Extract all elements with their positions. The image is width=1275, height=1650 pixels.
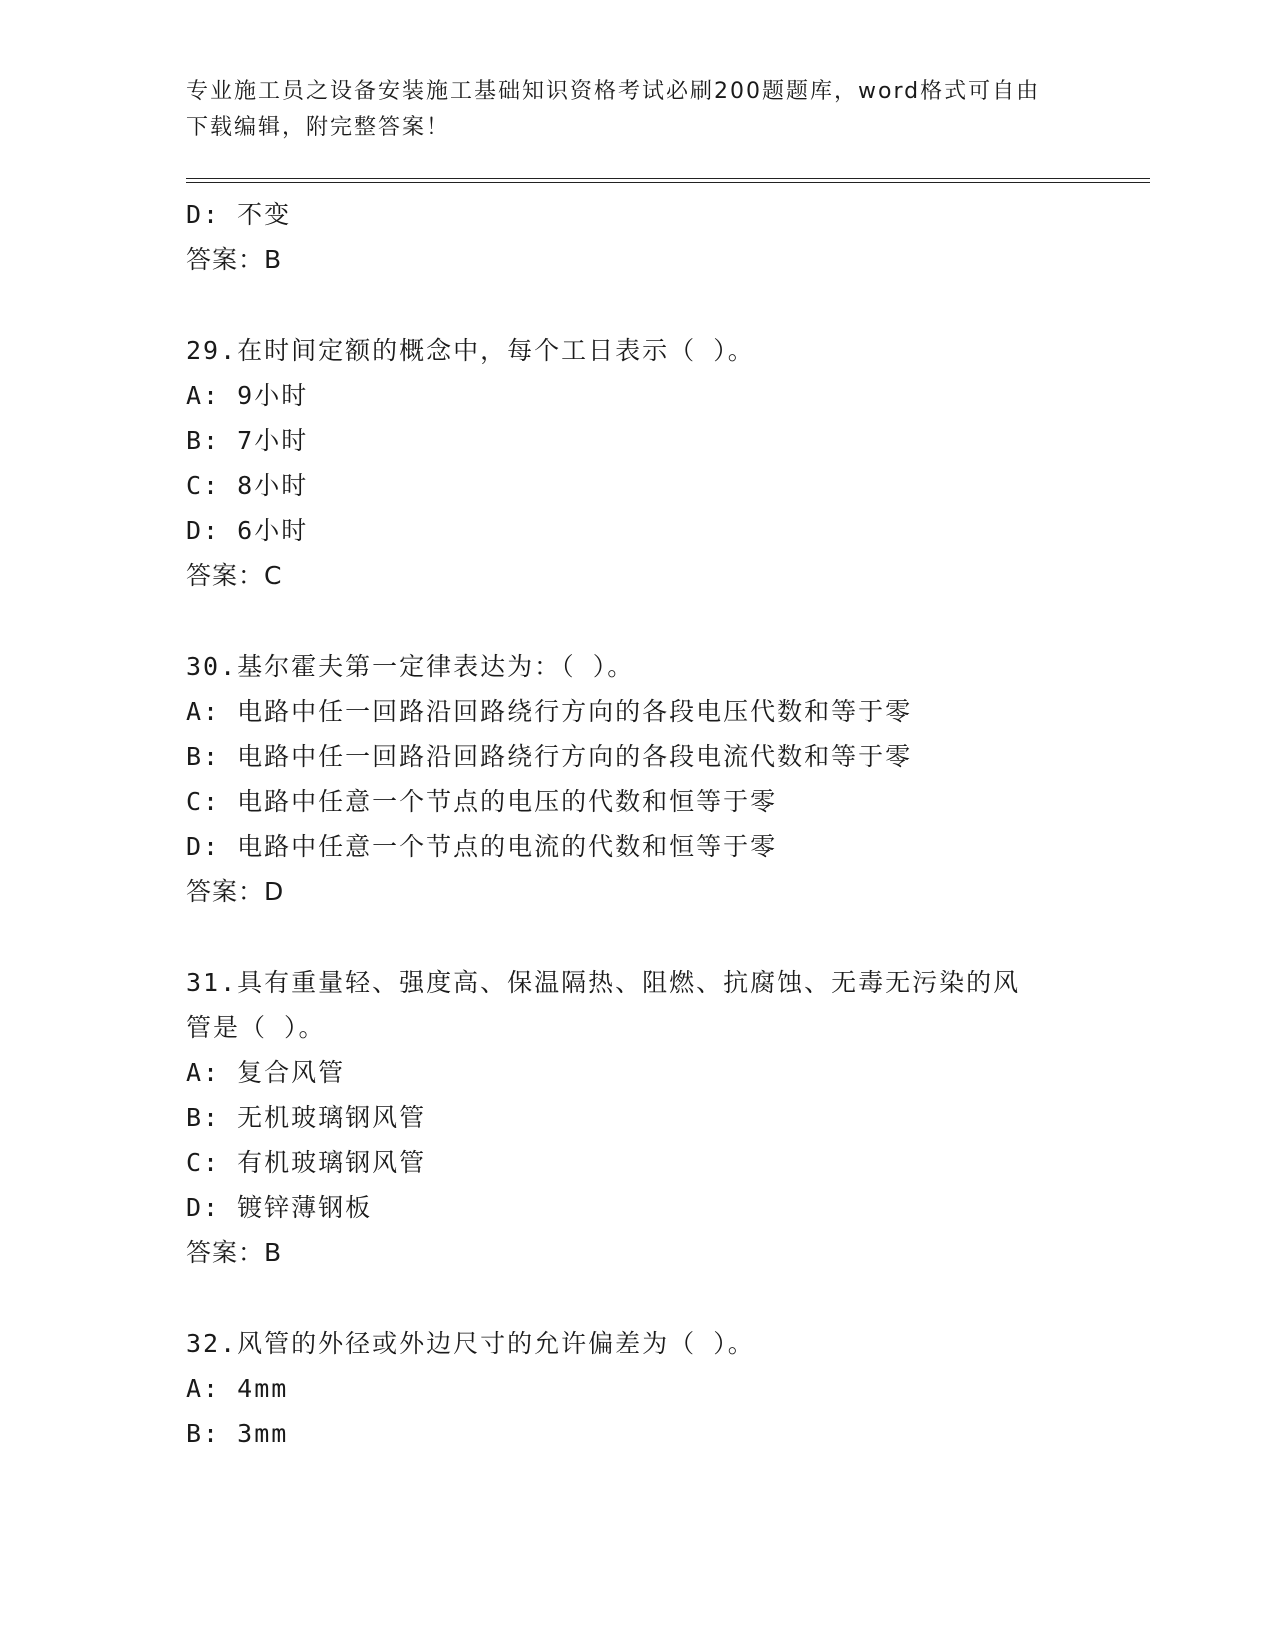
option-a: A: 9小时	[186, 381, 309, 410]
question-stem: 32.风管的外径或外边尺寸的允许偏差为（ ）。	[186, 1329, 755, 1358]
option-d: D: 6小时	[186, 516, 309, 545]
answer: 答案：C	[186, 561, 283, 590]
option-c: C: 8小时	[186, 471, 309, 500]
question-29	[186, 328, 1086, 598]
question-30	[186, 644, 1086, 914]
option-a: A: 4mm	[186, 1374, 289, 1403]
option-b: B: 7小时	[186, 426, 309, 455]
answer: 答案：B	[186, 1238, 283, 1267]
prev-option-d: D: 不变	[186, 200, 292, 229]
question-stem: 29.在时间定额的概念中，每个工日表示（ ）。	[186, 336, 755, 365]
question-stem: 30.基尔霍夫第一定律表达为：（ ）。	[186, 652, 635, 681]
prev-answer: 答案：B	[186, 245, 283, 274]
question-32	[186, 1321, 1086, 1456]
option-a: A: 电路中任一回路沿回路绕行方向的各段电压代数和等于零	[186, 697, 913, 726]
answer: 答案：D	[186, 877, 285, 906]
spacer	[186, 282, 1086, 328]
question-stem-line1: 31.具有重量轻、强度高、保温隔热、阻燃、抗腐蚀、无毒无污染的风	[186, 968, 1021, 997]
option-a: A: 复合风管	[186, 1058, 346, 1087]
spacer	[186, 914, 1086, 960]
header-divider-bottom	[186, 182, 1150, 183]
option-b: B: 3mm	[186, 1419, 289, 1448]
option-c: C: 有机玻璃钢风管	[186, 1148, 427, 1177]
option-d: D: 电路中任意一个节点的电流的代数和恒等于零	[186, 832, 778, 861]
option-b: B: 电路中任一回路沿回路绕行方向的各段电流代数和等于零	[186, 742, 913, 771]
document-header	[186, 74, 1066, 146]
question-stem-line2: 管是（ ）。	[186, 1013, 326, 1042]
spacer	[186, 1275, 1086, 1321]
option-c: C: 电路中任意一个节点的电压的代数和恒等于零	[186, 787, 778, 816]
spacer	[186, 598, 1086, 644]
header-divider-top	[186, 178, 1150, 179]
header-title-line1: 专业施工员之设备安装施工基础知识资格考试必刷200题题库，word格式可自由	[186, 79, 1041, 104]
option-b: B: 无机玻璃钢风管	[186, 1103, 427, 1132]
header-title-line2: 下载编辑，附完整答案！	[186, 115, 451, 140]
question-list	[186, 192, 1086, 1456]
question-31	[186, 960, 1086, 1275]
option-d: D: 镀锌薄钢板	[186, 1193, 373, 1222]
